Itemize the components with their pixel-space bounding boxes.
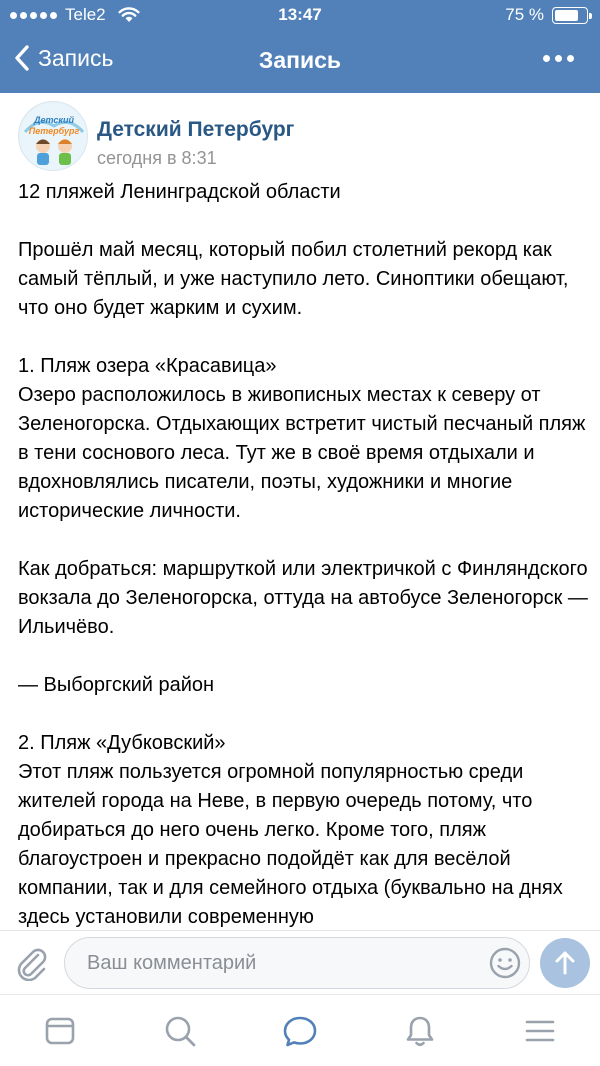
avatar[interactable]: [18, 101, 88, 171]
messages-icon[interactable]: [280, 1011, 320, 1051]
header: [0, 0, 600, 93]
back-label: Запись: [38, 44, 114, 71]
page-title: Запись: [258, 47, 342, 73]
status-bar: [0, 0, 600, 32]
svg-text:Детский: Детский: [34, 115, 74, 125]
status-right: [505, 5, 588, 25]
battery-icon: [552, 7, 588, 24]
comment-bar: [0, 930, 600, 994]
notifications-icon[interactable]: [400, 1011, 440, 1051]
post: [0, 93, 600, 930]
post-text: [18, 178, 590, 930]
post-paragraph: — Выборгский район: [18, 674, 215, 696]
tab-bar: [0, 994, 600, 1066]
search-icon[interactable]: [160, 1011, 200, 1051]
post-paragraph: 2. Пляж «Дубковский» Этот пляж пользуется огромной популярностью среди жителей города на Неве, в первую очередь потому, что добираться до него очень легко. Кроме того, пляж благоустроен и прекрасно подойдёт как для весёлой компании, так и для семейного отдыха (буквально на днях здесь установили современную: [18, 732, 563, 928]
post-paragraph: 12 пляжей Ленинградской области: [18, 181, 341, 203]
post-paragraph: Прошёл май месяц, который побил столетний рекорд как самый тёплый, и уже наступило лето. Синоптики обещают, что оно будет жарким и сухим.: [18, 239, 569, 319]
svg-text:Петербург: Петербург: [28, 126, 80, 136]
send-button[interactable]: [540, 938, 590, 988]
paperclip-icon[interactable]: [14, 945, 48, 986]
comment-input[interactable]: [64, 937, 530, 989]
more-options-icon[interactable]: [543, 55, 574, 62]
nav-bar: [0, 32, 600, 93]
battery-level: [555, 10, 578, 21]
emoji-icon[interactable]: [488, 946, 522, 985]
author-name[interactable]: Детский Петербург: [97, 118, 295, 141]
news-icon[interactable]: [40, 1011, 80, 1051]
carrier-name: Tele2: [65, 5, 106, 24]
status-time: 13:47: [278, 5, 322, 24]
battery-percent: 75 %: [505, 5, 544, 24]
post-header: [18, 101, 588, 177]
post-paragraph: Как добраться: маршруткой или электричкой с Финляндского вокзала до Зеленогорска, оттуда на автобусе Зеленогорск — Ильичёво.: [18, 558, 588, 638]
arrow-up-icon: [553, 950, 577, 976]
post-date: сегодня в 8:31: [97, 148, 217, 168]
post-paragraph: 1. Пляж озера «Красавица» Озеро расположилось в живописных местах к северу от Зеленогорска. Отдыхающих встретит чистый песчаный пляж в тени соснового леса. Тут же в своё время отдыхали и вдохновлялись писатели, поэты, художники и многие исторические личности.: [18, 355, 586, 522]
menu-icon[interactable]: [520, 1011, 560, 1051]
